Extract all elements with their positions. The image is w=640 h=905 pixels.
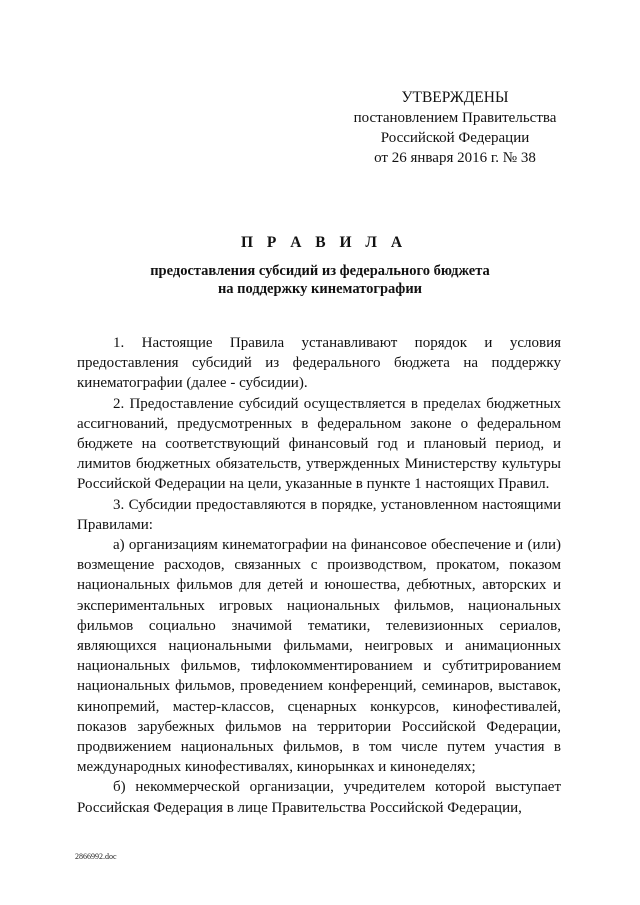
paragraph-3a: а) организациям кинематографии на финансовое обеспечение и (или) возмещение расходов, связанных с производством, прокатом, показом национальных фильмов для детей и юношества, дебютных, авторских и экспериментальных игровых национальных фильмов, национальных фильмов социально значимой тематики, телевизионных сериалов, являющихся национальными фильмами, неигровых и анимационных национальных фильмов, тифлокомментированием и субтитрированием национальных фильмов, проведением конференций, семинаров, выставок, кинопремий, мастер-классов, сценарных конкурсов, кинофестивалей, показов зарубежных фильмов на территории Российской Федерации, продвижением национальных фильмов, в том числе путем участия в международных кинофестивалях, кинорынках и кинонеделях; <box>77 537 561 776</box>
file-name-footer: 2866992.doc <box>75 852 117 861</box>
approval-line-country: Российской Федерации <box>380 130 530 146</box>
paragraph-2: 2. Предоставление субсидий осуществляется в пределах бюджетных ассигнований, предусмотренных в федеральном законе о федеральном бюджете на соответствующий финансовый год и плановый период, и лимитов бюджетных обязательств, утвержденных Министерству культуры Российской Федерации на цели, указанные в пункте 1 настоящих Правил. <box>77 395 561 493</box>
approval-line-date-number: от 26 января 2016 г. № 38 <box>374 150 536 166</box>
paragraph-3: 3. Субсидии предоставляются в порядке, установленном настоящими Правилами: <box>77 496 561 533</box>
subtitle-line-1: предоставления субсидий из федерального бюджета <box>150 263 490 279</box>
document-subtitle <box>0 262 640 298</box>
approval-stamp: УТВЕРЖДЕНЫ <box>401 89 509 106</box>
subtitle-line-2: на поддержку кинематографии <box>217 281 423 297</box>
paragraph-3b: б) некоммерческой организации, учредителем которой выступает Российская Федерация в лице Правительства Российской Федерации, <box>77 779 561 816</box>
approval-line-decree: постановлением Правительства <box>353 110 557 126</box>
document-title: П Р А В И Л А <box>240 234 408 251</box>
document-body <box>77 333 561 818</box>
paragraph-1: 1. Настоящие Правила устанавливают порядок и условия предоставления субсидий из федерального бюджета на поддержку кинематографии (далее - субсидии). <box>77 335 561 392</box>
approval-block <box>330 88 580 168</box>
